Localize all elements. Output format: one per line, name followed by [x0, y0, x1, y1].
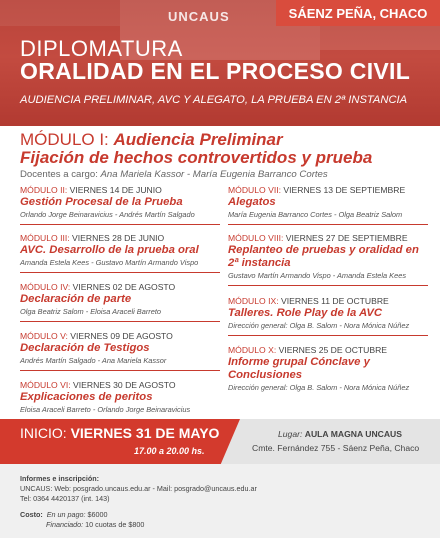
module-teachers: Dirección general: Olga B. Salom - Nora Mónica Núñez — [228, 383, 410, 392]
venue-address: Cmte. Fernández 755 - Sáenz Peña, Chaco — [252, 443, 420, 453]
module-date — [228, 345, 432, 356]
module-card — [228, 296, 432, 336]
module-card — [20, 380, 224, 415]
module-1-subtitle: Fijación de hechos controvertidos y prueba — [20, 148, 373, 167]
module-day: VIERNES 25 DE OCTUBRE — [276, 345, 388, 355]
module-label: MÓDULO IV: — [20, 282, 71, 292]
module-teachers: Orlando Jorge Beinaravicius - Andrés Martín Salgado — [20, 210, 195, 219]
module-day: VIERNES 28 DE JUNIO — [69, 233, 165, 243]
module-teachers: Eloisa Araceli Barreto - Orlando Jorge Beinaravicius — [20, 405, 191, 414]
start-day: VIERNES 31 DE MAYO — [70, 425, 220, 441]
module-day: VIERNES 11 DE OCTUBRE — [278, 296, 389, 306]
module-card — [20, 185, 224, 225]
module-title: Talleres. Role Play de la AVC — [228, 307, 383, 319]
module-teachers: Gustavo Martín Armando Vispo - Amanda Estela Kees — [228, 271, 407, 280]
module-title: Alegatos — [228, 196, 276, 208]
contact-line[interactable]: UNCAUS: Web: posgrado.uncaus.edu.ar - Mail: posgrado@uncaus.edu.ar — [20, 484, 257, 493]
divider — [228, 224, 428, 225]
venue — [278, 429, 402, 439]
module-date — [20, 380, 224, 391]
module-1-name: Audiencia Preliminar — [113, 130, 283, 149]
module-card — [20, 233, 224, 273]
divider — [20, 370, 220, 371]
footer-info — [0, 464, 440, 538]
divider — [20, 272, 220, 273]
module-title: Informe grupal Cónclave y Conclusiones — [228, 356, 370, 381]
module-day: VIERNES 09 DE AGOSTO — [67, 331, 173, 341]
divider — [228, 285, 428, 286]
module-card — [228, 185, 432, 225]
venue-label: Lugar: — [278, 429, 305, 439]
module-teachers: Dirección general: Olga B. Salom - Nora Mónica Núñez — [228, 321, 410, 330]
module-day: VIERNES 14 DE JUNIO — [67, 185, 162, 195]
module-1-label: MÓDULO I: — [20, 130, 114, 149]
cost-fin-line — [46, 520, 144, 529]
teachers-names: Ana Mariela Kassor - María Eugenia Barranco Cortes — [100, 169, 328, 180]
module-date — [20, 282, 224, 293]
module-day: VIERNES 13 DE SEPTIEMBRE — [281, 185, 406, 195]
start-banner — [0, 419, 440, 464]
module-title: Replanteo de pruebas y oralidad en 2ª instancia — [228, 244, 419, 269]
module-teachers: María Eugenia Barranco Cortes - Olga Beatriz Salom — [228, 210, 403, 219]
program-content — [0, 126, 440, 419]
divider — [228, 335, 428, 336]
module-card — [20, 282, 224, 322]
location-tab: SÁENZ PEÑA, CHACO — [276, 0, 440, 26]
cost-fin-value: 10 cuotas de $800 — [83, 520, 145, 529]
building-photo — [0, 0, 120, 26]
module-1-heading — [20, 130, 283, 150]
header-banner — [0, 0, 440, 126]
cost-one-label: En un pago: — [46, 510, 86, 519]
phone-line: Tel: 0364 4420137 (int. 143) — [20, 494, 110, 503]
cost-one-line — [20, 510, 108, 519]
start-hours: 17.00 a 20.00 hs. — [134, 446, 205, 456]
module-1-teachers — [20, 169, 328, 180]
module-title: AVC. Desarrollo de la prueba oral — [20, 244, 199, 256]
module-card — [228, 233, 432, 286]
module-card — [228, 345, 432, 393]
module-label: MÓDULO II: — [20, 185, 68, 195]
module-title: Declaración de parte — [20, 293, 132, 305]
cost-one-value: $6000 — [85, 510, 108, 519]
module-title: Declaración de Testigos — [20, 342, 150, 354]
module-label: MÓDULO VII: — [228, 185, 282, 195]
module-label: MÓDULO IX: — [228, 296, 279, 306]
module-card — [20, 331, 224, 371]
start-label: INICIO: — [20, 425, 71, 441]
module-label: MÓDULO III: — [20, 233, 70, 243]
module-day: VIERNES 02 DE AGOSTO — [70, 282, 176, 292]
module-day: VIERNES 30 DE AGOSTO — [70, 380, 176, 390]
module-date — [20, 233, 224, 244]
module-label: MÓDULO VI: — [20, 380, 71, 390]
divider — [20, 224, 220, 225]
cost-fin-label: Financiado: — [46, 520, 84, 529]
main-title: ORALIDAD EN EL PROCESO CIVIL — [20, 58, 411, 84]
teachers-label: Docentes a cargo: — [20, 169, 101, 180]
module-day: VIERNES 27 DE SEPTIEMBRE — [283, 233, 408, 243]
diploma-kicker: DIPLOMATURA — [20, 36, 183, 61]
module-date — [20, 331, 224, 342]
divider — [20, 321, 220, 322]
module-date — [228, 185, 432, 196]
module-teachers: Amanda Estela Kees - Gustavo Martín Armando Vispo — [20, 258, 199, 267]
module-label: MÓDULO X: — [228, 345, 277, 355]
info-title: Informes e inscripción: — [20, 474, 100, 483]
subtitle: AUDIENCIA PRELIMINAR, AVC Y ALEGATO, LA PRUEBA EN 2ª INSTANCIA — [20, 94, 408, 106]
module-title: Explicaciones de peritos — [20, 391, 153, 403]
module-teachers: Olga Beatriz Salom - Eloisa Araceli Barreto — [20, 307, 162, 316]
cost-label: Costo: — [20, 510, 43, 519]
venue-name: AULA MAGNA UNCAUS — [304, 429, 402, 439]
module-teachers: Andrés Martín Salgado - Ana Mariela Kassor — [20, 356, 167, 365]
module-label: MÓDULO VIII: — [228, 233, 284, 243]
start-date — [20, 425, 219, 441]
module-label: MÓDULO V: — [20, 331, 68, 341]
building-sign: UNCAUS — [168, 9, 230, 24]
module-title: Gestión Procesal de la Prueba — [20, 196, 183, 208]
module-date — [228, 296, 432, 307]
module-date — [228, 233, 432, 244]
module-date — [20, 185, 224, 196]
